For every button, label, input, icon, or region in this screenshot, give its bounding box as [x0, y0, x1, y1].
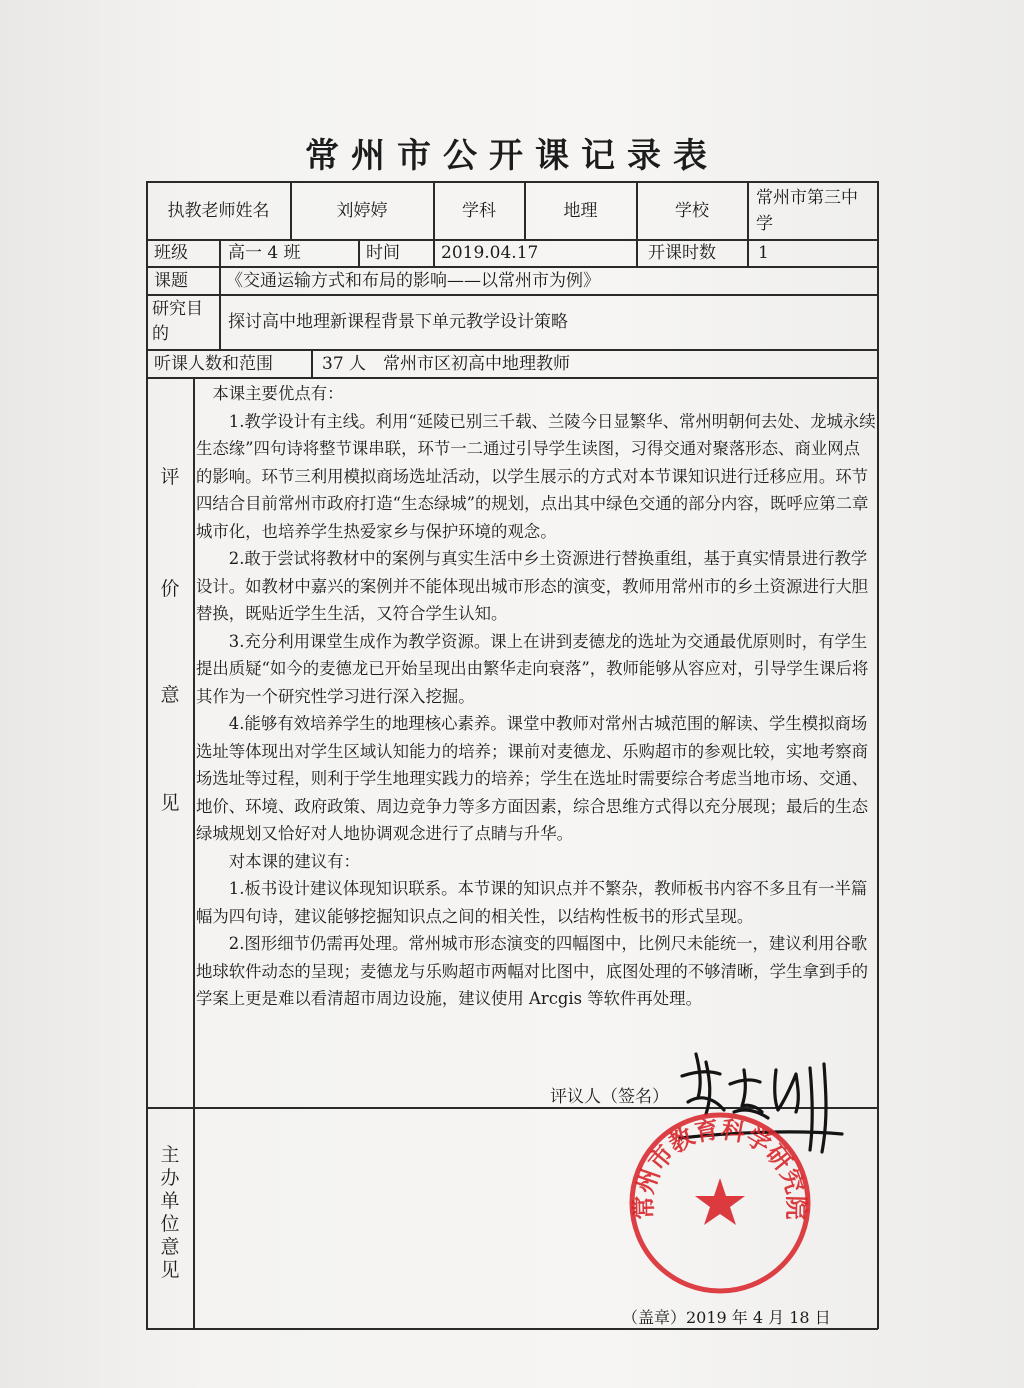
topic-value: 《交通运输方式和布局的影响——以常州市为例》 [226, 270, 600, 291]
audience-value: 37 人 常州市区初高中地理教师 [322, 353, 571, 374]
evaluation-label-char: 见 [160, 792, 180, 814]
reviewer-label: 评议人（签名） [550, 1087, 669, 1107]
evaluation-point-2: 2.敢于尝试将教材中的案例与真实生活中乡土资源进行替换重组，基于真实情景进行教学设计。如教材中嘉兴的案例并不能体现出城市形态的演变，教师用常州市的乡土资源进行大胆替换，既贴近学生生活，又符合学生认知。 [196, 549, 869, 623]
rule [193, 377, 195, 1328]
evaluation-point-1: 1.教学设计有主线。利用“延陵已别三千载、兰陵今日显繁华、常州明朝何去处、龙城永续生态缘”四句诗将整节课串联，环节一二通过引导学生读图，习得交通对聚落形态、商业网点的影响。环节三利用模拟商场选址活动，以学生展示的方式对本节课知识进行迁移应用。环节四结合目前常州市政府打造“生态绿城”的规划，点出其中绿色交通的部分内容，既呼应第二章城市化，也培养学生热爱家乡与保护环境的观念。 [196, 411, 876, 541]
evaluation-label-char: 评 [160, 466, 180, 488]
official-seal [625, 1108, 815, 1298]
rule [146, 181, 148, 1329]
seal-text-path: 常州市教育科学研究院 [628, 1114, 812, 1221]
evaluation-point-4: 4.能够有效培养学生的地理核心素养。课堂中教师对常州古城范围的解读、学生模拟商场选址等体现出对学生区域认知能力的培养；课前对麦德龙、乐购超市的参观比较，实地考察商场选址等过程，则利于学生地理实践力的培养；学生在选址时需要综合考虑当地市场、交通、地价、环境、政府政策、周边竞争力等多方面因素，综合思维方式得以充分展现；最后的生态绿城规划又恰好对人地协调观念进行了点睛与升华。 [196, 714, 869, 843]
stamp-date: （盖章）2019 年 4 月 18 日 [622, 1308, 831, 1327]
class-label: 班级 [154, 243, 188, 263]
subject-label: 学科 [462, 200, 496, 221]
rule [636, 239, 638, 266]
rule [358, 239, 360, 266]
evaluation-label-char: 意 [160, 684, 180, 706]
school-value: 常州市第三中学 [756, 187, 858, 234]
organizer-label-char: 位 [160, 1213, 180, 1235]
evaluation-point-3: 3.充分利用课堂生成作为教学资源。课上在讲到麦德龙的选址为交通最优原则时，有学生提出质疑“如今的麦德龙已开始呈现出由繁华走向衰落”，教师能够从容应对，引导学生课后将其作为一个研究性学习进行深入挖掘。 [196, 631, 869, 706]
suggestion-2: 2.图形细节仍需再处理。常州城市形态演变的四幅图中，比例尺未能统一，建议利用谷歌地球软件动态的呈现；麦德龙与乐购超市两幅对比图中，底图处理的不够清晰，学生拿到手的学案上更是难以看清超市周边设施，建议使用 Arcgis 等软件再处理。 [196, 934, 869, 1008]
organizer-label-char: 见 [160, 1259, 180, 1281]
topic-label: 课题 [154, 270, 188, 291]
time-value: 2019.04.17 [441, 243, 539, 263]
sessions-label: 开课时数 [648, 243, 716, 263]
teacher-value: 刘婷婷 [336, 200, 388, 221]
evaluation-label-char: 价 [160, 578, 180, 600]
suggestion-1: 1.板书设计建议体现知识联系。本节课的知识点并不繁杂，教师板书内容不多且有一半篇幅为四句诗，建议能够挖掘知识点之间的相关性，以结构性板书的形式呈现。 [196, 879, 868, 926]
audience-label: 听课人数和范围 [154, 353, 273, 374]
organizer-label-char: 主 [160, 1144, 180, 1166]
class-value: 高一 4 班 [228, 243, 301, 263]
suggestion-intro: 对本课的建议有： [228, 851, 360, 871]
evaluation-body [196, 380, 876, 1013]
evaluation-intro: 本课主要优点有： [212, 384, 344, 403]
purpose-label: 研究目的 [152, 299, 203, 344]
rule [311, 349, 313, 377]
time-label: 时间 [366, 243, 400, 263]
rule [146, 1328, 878, 1330]
page-title: 常州市公开课记录表 [305, 136, 719, 176]
rule [146, 377, 878, 379]
organizer-label-char: 办 [160, 1167, 180, 1189]
teacher-label: 执教老师姓名 [167, 200, 270, 221]
school-label: 学校 [675, 200, 709, 221]
rule [219, 266, 221, 349]
rule [433, 239, 435, 266]
rule [877, 181, 879, 1329]
organizer-label-char: 单 [160, 1190, 180, 1212]
rule [747, 181, 749, 239]
purpose-value: 探讨高中地理新课程背景下单元教学设计策略 [228, 312, 568, 332]
rule [219, 239, 221, 266]
sessions-value: 1 [758, 243, 769, 263]
organizer-label-char: 意 [160, 1236, 180, 1258]
subject-value: 地理 [563, 200, 598, 221]
rule [747, 239, 749, 266]
